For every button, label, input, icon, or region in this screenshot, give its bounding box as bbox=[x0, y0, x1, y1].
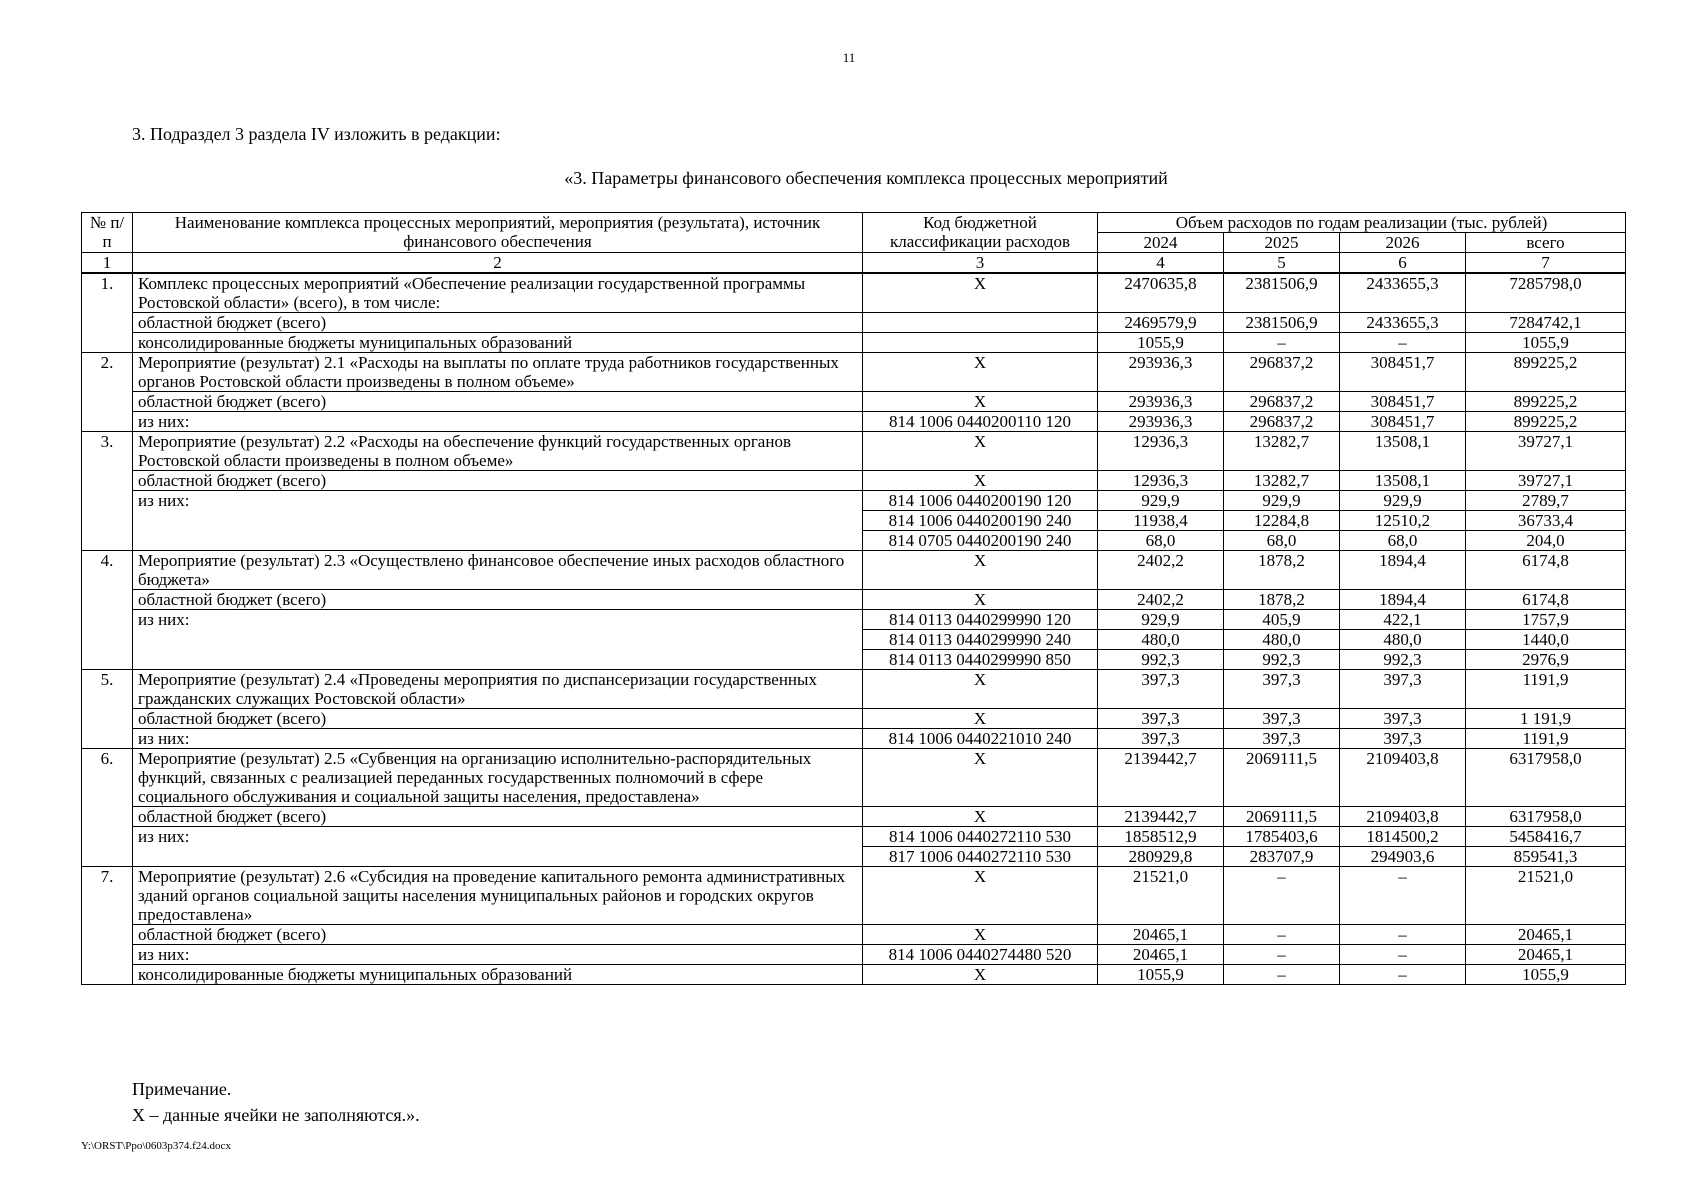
value-2026-cell: 12510,2 bbox=[1340, 511, 1466, 531]
table-row bbox=[82, 729, 1626, 749]
value-total-cell: 1191,9 bbox=[1466, 670, 1626, 709]
table-row bbox=[82, 590, 1626, 610]
value-2024-cell: 293936,3 bbox=[1098, 353, 1224, 392]
intro-paragraph: 3. Подраздел 3 раздела IV изложить в редакции: bbox=[132, 124, 501, 144]
value-2026-cell: 1894,4 bbox=[1340, 590, 1466, 610]
table-row bbox=[82, 925, 1626, 945]
value-2026-cell: – bbox=[1340, 867, 1466, 925]
value-total-cell: 2789,7 bbox=[1466, 491, 1626, 511]
item-name-cell: Мероприятие (результат) 2.2 «Расходы на обеспечение функций государственных органов Ростовской области произведены в полном объеме» bbox=[133, 432, 863, 471]
item-name-cell: Комплекс процессных мероприятий «Обеспечение реализации государственной программы Ростовской области» (всего), в том числе: bbox=[133, 273, 863, 313]
item-name-cell: областной бюджет (всего) bbox=[133, 807, 863, 827]
header-code: Код бюджетной классификации расходов bbox=[863, 213, 1098, 253]
item-name-cell: Мероприятие (результат) 2.6 «Субсидия на проведение капитального ремонта административных зданий органов социальной защиты населения муниципальных районов и городских округов предоставлена» bbox=[133, 867, 863, 925]
value-total-cell: 6317958,0 bbox=[1466, 807, 1626, 827]
value-2026-cell: – bbox=[1340, 945, 1466, 965]
value-2025-cell: 929,9 bbox=[1224, 491, 1340, 511]
value-2025-cell: 1878,2 bbox=[1224, 551, 1340, 590]
value-total-cell: 21521,0 bbox=[1466, 867, 1626, 925]
table-row bbox=[82, 965, 1626, 985]
value-total-cell: 2976,9 bbox=[1466, 650, 1626, 670]
value-2025-cell: 1785403,6 bbox=[1224, 827, 1340, 847]
column-number: 2 bbox=[133, 253, 863, 274]
value-2026-cell: 1814500,2 bbox=[1340, 827, 1466, 847]
value-2026-cell: 308451,7 bbox=[1340, 392, 1466, 412]
value-total-cell: 1055,9 bbox=[1466, 333, 1626, 353]
value-2025-cell: 397,3 bbox=[1224, 670, 1340, 709]
value-2024-cell: 280929,8 bbox=[1098, 847, 1224, 867]
value-2024-cell: 1055,9 bbox=[1098, 333, 1224, 353]
value-2026-cell: 929,9 bbox=[1340, 491, 1466, 511]
value-2024-cell: 11938,4 bbox=[1098, 511, 1224, 531]
table-row bbox=[82, 670, 1626, 709]
table-row bbox=[82, 273, 1626, 313]
column-numbers-row bbox=[82, 253, 1626, 274]
budget-code-cell: 814 1006 0440221010 240 bbox=[863, 729, 1098, 749]
value-total-cell: 39727,1 bbox=[1466, 471, 1626, 491]
column-number: 5 bbox=[1224, 253, 1340, 274]
value-total-cell: 899225,2 bbox=[1466, 392, 1626, 412]
value-total-cell: 7285798,0 bbox=[1466, 273, 1626, 313]
value-total-cell: 204,0 bbox=[1466, 531, 1626, 551]
value-2024-cell: 20465,1 bbox=[1098, 945, 1224, 965]
value-2026-cell: 13508,1 bbox=[1340, 471, 1466, 491]
item-name-cell: Мероприятие (результат) 2.5 «Субвенция на организацию исполнительно-распорядительных функций, связанных с реализацией переданных государственных полномочий в сфере социального обслуживания и социальной защиты населения, предоставлена» bbox=[133, 749, 863, 807]
budget-code-cell: X bbox=[863, 432, 1098, 471]
value-total-cell: 7284742,1 bbox=[1466, 313, 1626, 333]
budget-code-cell: 814 1006 0440200190 240 bbox=[863, 511, 1098, 531]
table-row bbox=[82, 333, 1626, 353]
value-total-cell: 1055,9 bbox=[1466, 965, 1626, 985]
value-2025-cell: 283707,9 bbox=[1224, 847, 1340, 867]
value-2025-cell: 1878,2 bbox=[1224, 590, 1340, 610]
item-name-cell: областной бюджет (всего) bbox=[133, 392, 863, 412]
value-2024-cell: 929,9 bbox=[1098, 491, 1224, 511]
value-2024-cell: 2402,2 bbox=[1098, 590, 1224, 610]
item-name-cell: Мероприятие (результат) 2.3 «Осуществлено финансовое обеспечение иных расходов областного бюджета» bbox=[133, 551, 863, 590]
value-total-cell: 6174,8 bbox=[1466, 551, 1626, 590]
value-2025-cell: 405,9 bbox=[1224, 610, 1340, 630]
table-row bbox=[82, 945, 1626, 965]
value-2024-cell: 293936,3 bbox=[1098, 392, 1224, 412]
value-2024-cell: 2139442,7 bbox=[1098, 807, 1224, 827]
value-2025-cell: – bbox=[1224, 945, 1340, 965]
value-2024-cell: 21521,0 bbox=[1098, 867, 1224, 925]
value-2026-cell: 308451,7 bbox=[1340, 412, 1466, 432]
table-row bbox=[82, 749, 1626, 807]
header-2024: 2024 bbox=[1098, 233, 1224, 253]
value-2024-cell: 397,3 bbox=[1098, 709, 1224, 729]
row-number: 5. bbox=[82, 670, 133, 749]
column-number: 1 bbox=[82, 253, 133, 274]
value-2025-cell: – bbox=[1224, 965, 1340, 985]
value-2024-cell: 2469579,9 bbox=[1098, 313, 1224, 333]
table-row bbox=[82, 551, 1626, 590]
value-2026-cell: – bbox=[1340, 333, 1466, 353]
value-total-cell: 5458416,7 bbox=[1466, 827, 1626, 847]
item-name-cell: из них: bbox=[133, 412, 863, 432]
value-2025-cell: 397,3 bbox=[1224, 709, 1340, 729]
value-2025-cell: 68,0 bbox=[1224, 531, 1340, 551]
page-number: 11 bbox=[842, 50, 856, 65]
header-name: Наименование комплекса процессных мероприятий, мероприятия (результата), источник финансового обеспечения bbox=[133, 213, 863, 253]
value-total-cell: 6174,8 bbox=[1466, 590, 1626, 610]
budget-code-cell: X bbox=[863, 353, 1098, 392]
table-row bbox=[82, 471, 1626, 491]
notes-heading: Примечание. bbox=[132, 1079, 232, 1099]
item-name-cell: Мероприятие (результат) 2.1 «Расходы на выплаты по оплате труда работников государственных органов Ростовской области произведены в полном объеме» bbox=[133, 353, 863, 392]
item-name-cell: областной бюджет (всего) bbox=[133, 313, 863, 333]
value-2026-cell: 480,0 bbox=[1340, 630, 1466, 650]
budget-code-cell: X bbox=[863, 709, 1098, 729]
value-2026-cell: – bbox=[1340, 965, 1466, 985]
budget-code-cell: 814 0113 0440299990 120 bbox=[863, 610, 1098, 630]
notes-block bbox=[132, 1076, 420, 1128]
row-number: 6. bbox=[82, 749, 133, 867]
value-2024-cell: 12936,3 bbox=[1098, 471, 1224, 491]
value-2026-cell: 397,3 bbox=[1340, 709, 1466, 729]
budget-code-cell: X bbox=[863, 925, 1098, 945]
value-2025-cell: 2069111,5 bbox=[1224, 807, 1340, 827]
budget-code-cell: 814 0113 0440299990 850 bbox=[863, 650, 1098, 670]
item-name-cell: из них: bbox=[133, 945, 863, 965]
item-name-cell: областной бюджет (всего) bbox=[133, 590, 863, 610]
column-number: 4 bbox=[1098, 253, 1224, 274]
value-2024-cell: 68,0 bbox=[1098, 531, 1224, 551]
row-number: 4. bbox=[82, 551, 133, 670]
value-total-cell: 39727,1 bbox=[1466, 432, 1626, 471]
value-2026-cell: 2109403,8 bbox=[1340, 749, 1466, 807]
header-total: всего bbox=[1466, 233, 1626, 253]
value-2024-cell: 397,3 bbox=[1098, 670, 1224, 709]
item-name-cell: областной бюджет (всего) bbox=[133, 925, 863, 945]
header-volume: Объем расходов по годам реализации (тыс. рублей) bbox=[1098, 213, 1626, 233]
row-number: 3. bbox=[82, 432, 133, 551]
budget-code-cell: 817 1006 0440272110 530 bbox=[863, 847, 1098, 867]
value-total-cell: 20465,1 bbox=[1466, 925, 1626, 945]
row-number: 1. bbox=[82, 273, 133, 353]
value-2026-cell: 13508,1 bbox=[1340, 432, 1466, 471]
value-total-cell: 6317958,0 bbox=[1466, 749, 1626, 807]
item-name-cell: из них: bbox=[133, 491, 863, 551]
column-number: 6 bbox=[1340, 253, 1466, 274]
budget-code-cell: X bbox=[863, 471, 1098, 491]
table-title: «3. Параметры финансового обеспечения комплекса процессных мероприятий bbox=[564, 168, 1168, 188]
table-row bbox=[82, 867, 1626, 925]
budget-code-cell: 814 0705 0440200190 240 bbox=[863, 531, 1098, 551]
item-name-cell: консолидированные бюджеты муниципальных образований bbox=[133, 965, 863, 985]
financing-table bbox=[81, 212, 1626, 985]
value-2026-cell: 2109403,8 bbox=[1340, 807, 1466, 827]
table-row bbox=[82, 827, 1626, 847]
value-2026-cell: 992,3 bbox=[1340, 650, 1466, 670]
table-row bbox=[82, 412, 1626, 432]
header-2026: 2026 bbox=[1340, 233, 1466, 253]
budget-code-cell: X bbox=[863, 670, 1098, 709]
value-2026-cell: 397,3 bbox=[1340, 729, 1466, 749]
value-2024-cell: 293936,3 bbox=[1098, 412, 1224, 432]
value-total-cell: 1440,0 bbox=[1466, 630, 1626, 650]
budget-code-cell: X bbox=[863, 807, 1098, 827]
value-2024-cell: 20465,1 bbox=[1098, 925, 1224, 945]
budget-code-cell: 814 1006 0440272110 530 bbox=[863, 827, 1098, 847]
value-2025-cell: 296837,2 bbox=[1224, 353, 1340, 392]
value-2025-cell: 13282,7 bbox=[1224, 471, 1340, 491]
value-2025-cell: – bbox=[1224, 925, 1340, 945]
value-2025-cell: – bbox=[1224, 867, 1340, 925]
value-2024-cell: 2470635,8 bbox=[1098, 273, 1224, 313]
budget-code-cell bbox=[863, 313, 1098, 333]
budget-code-cell: 814 1006 0440274480 520 bbox=[863, 945, 1098, 965]
column-number: 3 bbox=[863, 253, 1098, 274]
value-2025-cell: 992,3 bbox=[1224, 650, 1340, 670]
value-total-cell: 36733,4 bbox=[1466, 511, 1626, 531]
value-2025-cell: – bbox=[1224, 333, 1340, 353]
table-row bbox=[82, 313, 1626, 333]
budget-code-cell: 814 0113 0440299990 240 bbox=[863, 630, 1098, 650]
table-header-row bbox=[82, 213, 1626, 233]
budget-code-cell: X bbox=[863, 749, 1098, 807]
value-2024-cell: 929,9 bbox=[1098, 610, 1224, 630]
value-total-cell: 899225,2 bbox=[1466, 412, 1626, 432]
budget-code-cell: X bbox=[863, 965, 1098, 985]
value-2026-cell: 294903,6 bbox=[1340, 847, 1466, 867]
value-2024-cell: 1055,9 bbox=[1098, 965, 1224, 985]
item-name-cell: консолидированные бюджеты муниципальных образований bbox=[133, 333, 863, 353]
value-2024-cell: 1858512,9 bbox=[1098, 827, 1224, 847]
value-total-cell: 1 191,9 bbox=[1466, 709, 1626, 729]
value-2026-cell: 2433655,3 bbox=[1340, 273, 1466, 313]
value-2026-cell: – bbox=[1340, 925, 1466, 945]
budget-code-cell: X bbox=[863, 590, 1098, 610]
item-name-cell: из них: bbox=[133, 729, 863, 749]
item-name-cell: областной бюджет (всего) bbox=[133, 471, 863, 491]
value-2025-cell: 397,3 bbox=[1224, 729, 1340, 749]
budget-code-cell: X bbox=[863, 551, 1098, 590]
item-name-cell: из них: bbox=[133, 827, 863, 867]
value-2026-cell: 308451,7 bbox=[1340, 353, 1466, 392]
value-total-cell: 1191,9 bbox=[1466, 729, 1626, 749]
budget-code-cell: 814 1006 0440200190 120 bbox=[863, 491, 1098, 511]
value-2026-cell: 422,1 bbox=[1340, 610, 1466, 630]
table-row bbox=[82, 353, 1626, 392]
value-2025-cell: 13282,7 bbox=[1224, 432, 1340, 471]
value-2026-cell: 1894,4 bbox=[1340, 551, 1466, 590]
item-name-cell: областной бюджет (всего) bbox=[133, 709, 863, 729]
budget-code-cell bbox=[863, 333, 1098, 353]
value-2026-cell: 397,3 bbox=[1340, 670, 1466, 709]
budget-code-cell: X bbox=[863, 392, 1098, 412]
budget-code-cell: 814 1006 0440200110 120 bbox=[863, 412, 1098, 432]
document-file-path: Y:\ORST\Ppo\0603p374.f24.docx bbox=[81, 1140, 231, 1152]
budget-code-cell: X bbox=[863, 867, 1098, 925]
value-2024-cell: 480,0 bbox=[1098, 630, 1224, 650]
value-2024-cell: 2139442,7 bbox=[1098, 749, 1224, 807]
value-total-cell: 20465,1 bbox=[1466, 945, 1626, 965]
value-2025-cell: 480,0 bbox=[1224, 630, 1340, 650]
header-2025: 2025 bbox=[1224, 233, 1340, 253]
value-2024-cell: 397,3 bbox=[1098, 729, 1224, 749]
value-2025-cell: 296837,2 bbox=[1224, 392, 1340, 412]
row-number: 7. bbox=[82, 867, 133, 985]
value-2026-cell: 2433655,3 bbox=[1340, 313, 1466, 333]
item-name-cell: Мероприятие (результат) 2.4 «Проведены мероприятия по диспансеризации государственных гражданских служащих Ростовской области» bbox=[133, 670, 863, 709]
value-2025-cell: 2381506,9 bbox=[1224, 313, 1340, 333]
value-total-cell: 859541,3 bbox=[1466, 847, 1626, 867]
budget-code-cell: X bbox=[863, 273, 1098, 313]
value-2025-cell: 12284,8 bbox=[1224, 511, 1340, 531]
table-row bbox=[82, 432, 1626, 471]
value-2025-cell: 2381506,9 bbox=[1224, 273, 1340, 313]
value-total-cell: 1757,9 bbox=[1466, 610, 1626, 630]
column-number: 7 bbox=[1466, 253, 1626, 274]
table-row bbox=[82, 392, 1626, 412]
value-2025-cell: 2069111,5 bbox=[1224, 749, 1340, 807]
table-row bbox=[82, 491, 1626, 511]
item-name-cell: из них: bbox=[133, 610, 863, 670]
table-row bbox=[82, 610, 1626, 630]
value-2026-cell: 68,0 bbox=[1340, 531, 1466, 551]
value-total-cell: 899225,2 bbox=[1466, 353, 1626, 392]
value-2024-cell: 2402,2 bbox=[1098, 551, 1224, 590]
value-2025-cell: 296837,2 bbox=[1224, 412, 1340, 432]
row-number: 2. bbox=[82, 353, 133, 432]
table-row bbox=[82, 807, 1626, 827]
value-2024-cell: 992,3 bbox=[1098, 650, 1224, 670]
value-2024-cell: 12936,3 bbox=[1098, 432, 1224, 471]
header-num: № п/п bbox=[82, 213, 133, 253]
table-row bbox=[82, 709, 1626, 729]
notes-text: X – данные ячейки не заполняются.». bbox=[132, 1105, 420, 1125]
